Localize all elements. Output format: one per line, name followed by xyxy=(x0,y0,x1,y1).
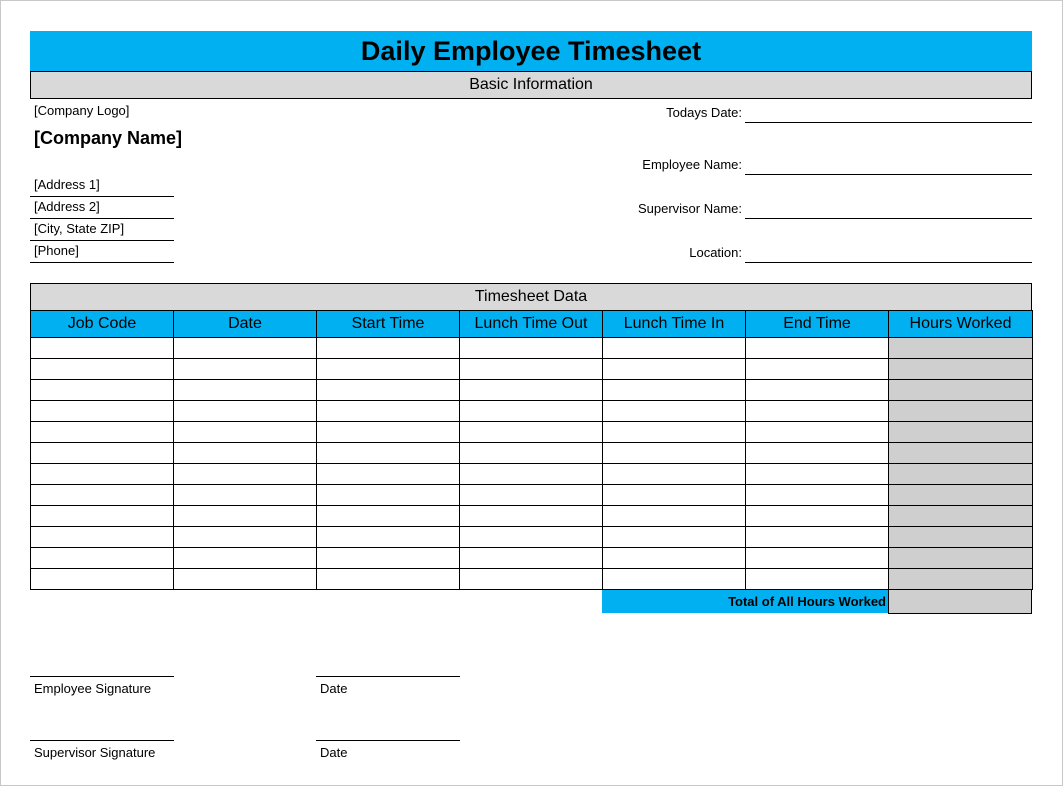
basic-information-header: Basic Information xyxy=(30,71,1032,99)
table-cell[interactable] xyxy=(746,338,889,359)
hours-worked-cell xyxy=(889,464,1033,485)
total-hours-label: Total of All Hours Worked xyxy=(602,590,888,613)
table-cell[interactable] xyxy=(317,506,460,527)
table-cell[interactable] xyxy=(460,380,603,401)
address-2-field[interactable]: [Address 2] xyxy=(30,198,174,219)
table-cell[interactable] xyxy=(460,506,603,527)
table-cell[interactable] xyxy=(31,569,174,590)
table-cell[interactable] xyxy=(317,443,460,464)
table-row xyxy=(31,548,1033,569)
table-cell[interactable] xyxy=(603,338,746,359)
employee-name-field[interactable] xyxy=(745,173,1032,175)
table-cell[interactable] xyxy=(317,380,460,401)
table-cell[interactable] xyxy=(31,422,174,443)
employee-date-label: Date xyxy=(320,681,348,696)
company-name: [Company Name] xyxy=(34,128,183,148)
table-row xyxy=(31,380,1033,401)
supervisor-date-line[interactable] xyxy=(316,740,460,741)
table-row xyxy=(31,359,1033,380)
table-cell[interactable] xyxy=(174,338,317,359)
table-cell[interactable] xyxy=(31,506,174,527)
column-header-start-time: Start Time xyxy=(317,311,460,338)
table-cell[interactable] xyxy=(317,485,460,506)
table-cell[interactable] xyxy=(460,548,603,569)
table-cell[interactable] xyxy=(603,359,746,380)
table-cell[interactable] xyxy=(174,506,317,527)
table-cell[interactable] xyxy=(174,464,317,485)
table-cell[interactable] xyxy=(317,359,460,380)
table-cell[interactable] xyxy=(746,485,889,506)
table-cell[interactable] xyxy=(603,380,746,401)
table-cell[interactable] xyxy=(460,443,603,464)
hours-worked-cell xyxy=(889,527,1033,548)
hours-worked-cell xyxy=(889,338,1033,359)
table-row xyxy=(31,443,1033,464)
employee-date-line[interactable] xyxy=(316,676,460,677)
timesheet-table xyxy=(30,310,1033,590)
table-cell[interactable] xyxy=(317,527,460,548)
hours-worked-cell xyxy=(889,548,1033,569)
table-cell[interactable] xyxy=(31,527,174,548)
table-cell[interactable] xyxy=(317,464,460,485)
todays-date-field[interactable] xyxy=(745,121,1032,123)
table-cell[interactable] xyxy=(460,527,603,548)
table-cell[interactable] xyxy=(603,401,746,422)
table-cell[interactable] xyxy=(31,548,174,569)
table-cell[interactable] xyxy=(603,548,746,569)
employee-signature-line[interactable] xyxy=(30,676,174,677)
table-cell[interactable] xyxy=(603,464,746,485)
table-cell[interactable] xyxy=(317,338,460,359)
table-cell[interactable] xyxy=(174,401,317,422)
table-cell[interactable] xyxy=(31,485,174,506)
table-row xyxy=(31,569,1033,590)
table-cell[interactable] xyxy=(317,548,460,569)
hours-worked-cell xyxy=(889,401,1033,422)
table-cell[interactable] xyxy=(603,443,746,464)
table-row xyxy=(31,401,1033,422)
hours-worked-cell xyxy=(889,485,1033,506)
table-cell[interactable] xyxy=(317,422,460,443)
table-cell[interactable] xyxy=(603,485,746,506)
table-cell[interactable] xyxy=(746,401,889,422)
table-cell[interactable] xyxy=(174,422,317,443)
city-state-zip-field[interactable]: [City, State ZIP] xyxy=(30,220,174,241)
table-cell[interactable] xyxy=(31,380,174,401)
location-field[interactable] xyxy=(745,261,1032,263)
table-cell[interactable] xyxy=(31,401,174,422)
table-cell[interactable] xyxy=(460,464,603,485)
table-cell[interactable] xyxy=(746,527,889,548)
table-cell[interactable] xyxy=(174,569,317,590)
employee-signature-label: Employee Signature xyxy=(34,681,152,696)
hours-worked-cell xyxy=(889,569,1033,590)
supervisor-name-field[interactable] xyxy=(745,217,1032,219)
table-cell[interactable] xyxy=(31,443,174,464)
table-row xyxy=(31,485,1033,506)
hours-worked-cell xyxy=(889,422,1033,443)
table-cell[interactable] xyxy=(460,401,603,422)
table-cell[interactable] xyxy=(746,359,889,380)
hours-worked-cell xyxy=(889,380,1033,401)
table-cell[interactable] xyxy=(603,506,746,527)
hours-worked-cell xyxy=(889,359,1033,380)
company-logo-placeholder: [Company Logo] xyxy=(34,103,130,118)
table-row xyxy=(31,338,1033,359)
total-hours-cell xyxy=(888,589,1032,614)
column-header-job-code: Job Code xyxy=(31,311,174,338)
table-cell[interactable] xyxy=(174,527,317,548)
todays-date-label: Todays Date: xyxy=(666,105,742,120)
table-cell[interactable] xyxy=(746,422,889,443)
table-cell[interactable] xyxy=(317,401,460,422)
table-cell[interactable] xyxy=(746,506,889,527)
table-cell[interactable] xyxy=(746,548,889,569)
table-row xyxy=(31,464,1033,485)
table-cell[interactable] xyxy=(31,464,174,485)
table-cell[interactable] xyxy=(174,380,317,401)
table-cell[interactable] xyxy=(460,422,603,443)
table-row xyxy=(31,506,1033,527)
table-cell[interactable] xyxy=(460,485,603,506)
table-cell[interactable] xyxy=(174,548,317,569)
table-row xyxy=(31,422,1033,443)
page-title: Daily Employee Timesheet xyxy=(30,31,1032,71)
column-header-lunch-time-out: Lunch Time Out xyxy=(460,311,603,338)
timesheet-header-row xyxy=(31,311,1033,338)
hours-worked-cell xyxy=(889,506,1033,527)
table-cell[interactable] xyxy=(174,443,317,464)
table-cell[interactable] xyxy=(603,569,746,590)
table-cell[interactable] xyxy=(603,527,746,548)
supervisor-signature-label: Supervisor Signature xyxy=(34,745,156,760)
table-cell[interactable] xyxy=(174,485,317,506)
table-cell[interactable] xyxy=(746,443,889,464)
table-cell[interactable] xyxy=(460,338,603,359)
table-cell[interactable] xyxy=(31,359,174,380)
timesheet-data-header: Timesheet Data xyxy=(30,283,1032,311)
table-cell[interactable] xyxy=(460,569,603,590)
table-cell[interactable] xyxy=(31,338,174,359)
table-cell[interactable] xyxy=(603,422,746,443)
address-1-field[interactable]: [Address 1] xyxy=(30,176,174,197)
column-header-end-time: End Time xyxy=(746,311,889,338)
employee-name-label: Employee Name: xyxy=(642,157,742,172)
supervisor-date-label: Date xyxy=(320,745,348,760)
table-cell[interactable] xyxy=(174,359,317,380)
table-cell[interactable] xyxy=(746,464,889,485)
column-header-hours-worked: Hours Worked xyxy=(889,311,1033,338)
hours-worked-cell xyxy=(889,443,1033,464)
location-label: Location: xyxy=(689,245,742,260)
table-cell[interactable] xyxy=(317,569,460,590)
column-header-lunch-time-in: Lunch Time In xyxy=(603,311,746,338)
phone-field[interactable]: [Phone] xyxy=(30,242,174,263)
table-row xyxy=(31,527,1033,548)
table-cell[interactable] xyxy=(746,380,889,401)
supervisor-name-label: Supervisor Name: xyxy=(637,201,742,216)
column-header-date: Date xyxy=(174,311,317,338)
table-cell[interactable] xyxy=(460,359,603,380)
supervisor-signature-line[interactable] xyxy=(30,740,174,741)
table-cell[interactable] xyxy=(746,569,889,590)
